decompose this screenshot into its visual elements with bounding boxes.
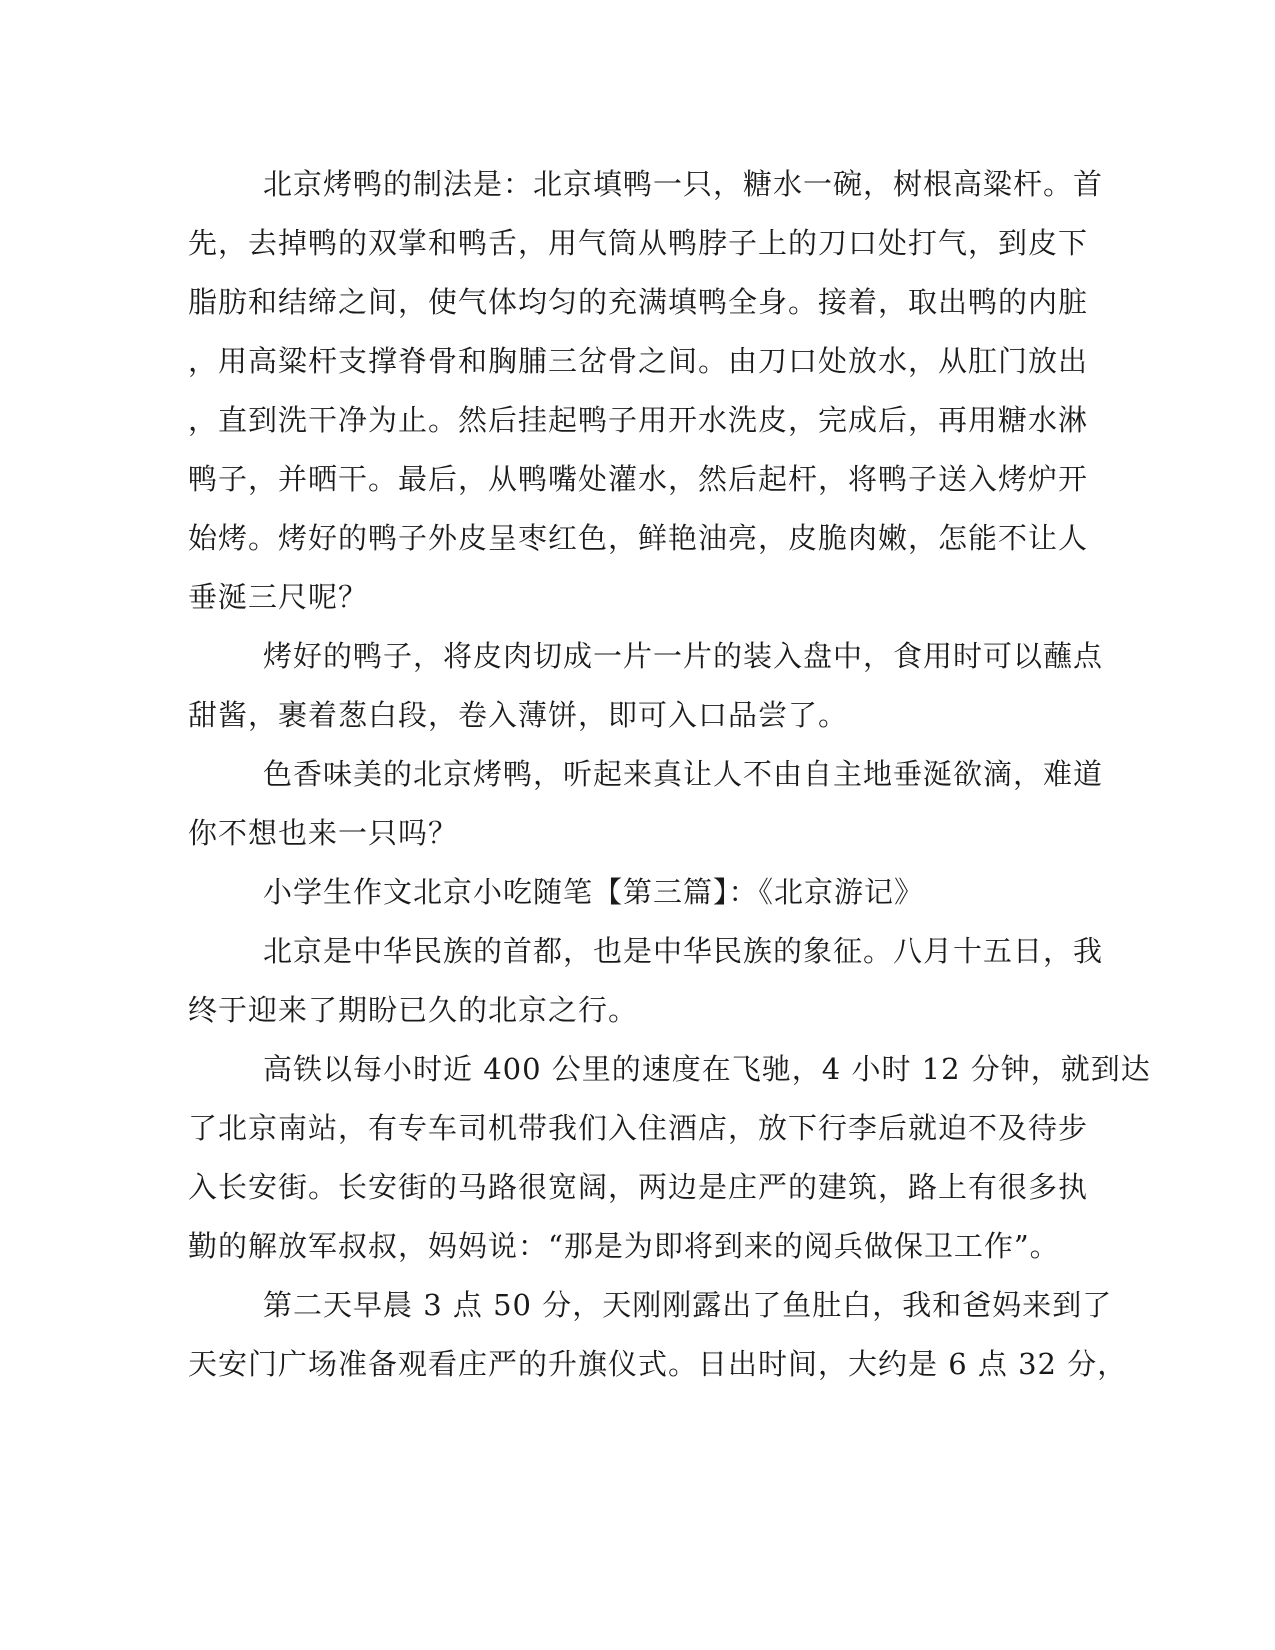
text-line: 始烤。烤好的鸭子外皮呈枣红色，鲜艳油亮，皮脆肉嫩，怎能不让人	[188, 521, 1089, 555]
text-line: 北京是中华民族的首都，也是中华民族的象征。八月十五日，我	[263, 934, 1104, 968]
text-line: 垂涎三尺呢？	[188, 580, 369, 614]
text-line: 高铁以每小时近 400 公里的速度在飞驰，4 小时 12 分钟，就到达	[263, 1052, 1151, 1086]
text-line: 你不想也来一只吗？	[188, 816, 459, 850]
text-line: 入长安街。长安街的马路很宽阔，两边是庄严的建筑，路上有很多执	[188, 1170, 1089, 1204]
text-line: 烤好的鸭子，将皮肉切成一片一片的装入盘中，食用时可以蘸点	[263, 639, 1104, 673]
text-line: ，用高粱杆支撑脊骨和胸脯三岔骨之间。由刀口处放水，从肛门放出	[188, 344, 1089, 378]
text-line: 天安门广场准备观看庄严的升旗仪式。日出时间，大约是 6 点 32 分，	[188, 1347, 1128, 1381]
text-line: 先，去掉鸭的双掌和鸭舌，用气筒从鸭脖子上的刀口处打气，到皮下	[188, 226, 1089, 260]
text-line: ，直到洗干净为止。然后挂起鸭子用开水洗皮，完成后，再用糖水淋	[188, 403, 1089, 437]
text-line: 勤的解放军叔叔，妈妈说：“那是为即将到来的阅兵做保卫工作”。	[188, 1229, 1060, 1263]
section-heading: 小学生作文北京小吃随笔【第三篇】：《北京游记》	[263, 875, 925, 909]
text-line: 北京烤鸭的制法是：北京填鸭一只，糖水一碗，树根高粱杆。首	[263, 167, 1104, 201]
text-line: 脂肪和结缔之间，使气体均匀的充满填鸭全身。接着，取出鸭的内脏	[188, 285, 1089, 319]
text-line: 第二天早晨 3 点 50 分，天刚刚露出了鱼肚白，我和爸妈来到了	[263, 1288, 1113, 1322]
text-line: 鸭子，并晒干。最后，从鸭嘴处灌水，然后起杆，将鸭子送入烤炉开	[188, 462, 1089, 496]
text-line: 甜酱，裹着葱白段，卷入薄饼，即可入口品尝了。	[188, 698, 849, 732]
text-line: 了北京南站，有专车司机带我们入住酒店，放下行李后就迫不及待步	[188, 1111, 1089, 1145]
text-line: 色香味美的北京烤鸭，听起来真让人不由自主地垂涎欲滴，难道	[263, 757, 1104, 791]
text-line: 终于迎来了期盼已久的北京之行。	[188, 993, 639, 1027]
